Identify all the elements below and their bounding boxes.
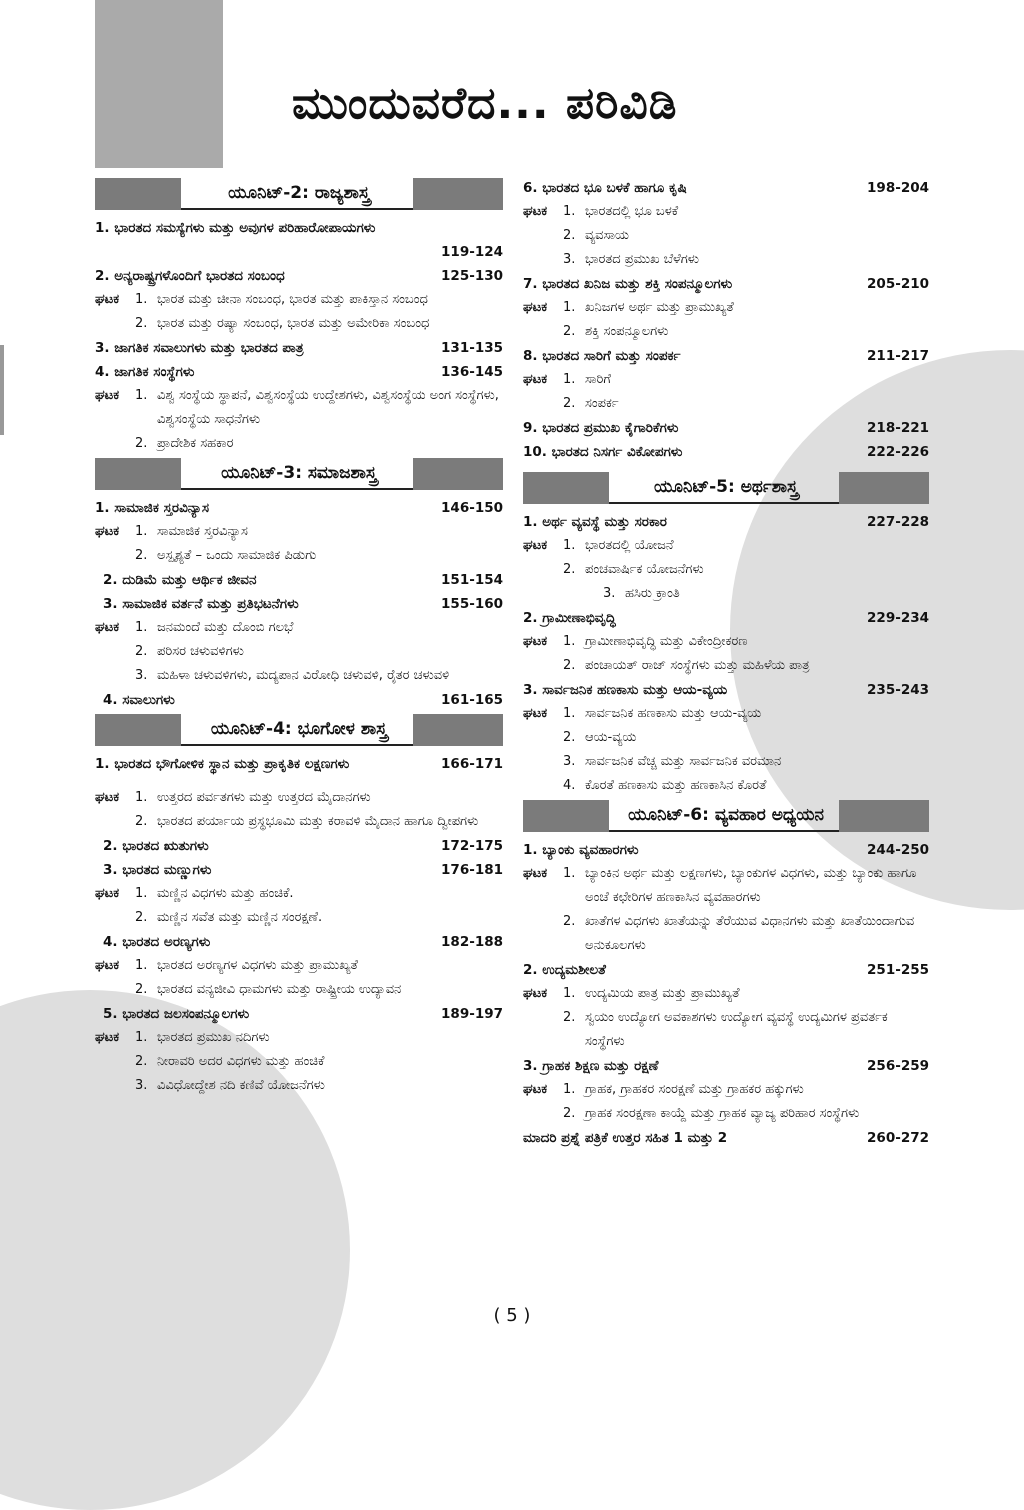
ghataka-label: ಘಟಕ	[95, 620, 120, 635]
unit-list	[95, 384, 503, 456]
item-text: ಗ್ರಾಮೀಣಾಭಿವೃದ್ಧಿ ಮತ್ತು ವಿಕೇಂದ್ರೀಕರಣ	[585, 634, 748, 649]
chapter-pages: 227-228	[867, 514, 929, 530]
ghataka-label: ಘಟಕ	[523, 1082, 548, 1097]
item-text: ಆಯ-ವ್ಯಯ	[585, 730, 637, 745]
page-number: ( 5 )	[493, 1305, 531, 1326]
decorative-edge-line	[0, 345, 4, 435]
list-item	[135, 640, 503, 664]
ghataka-label: ಘಟಕ	[95, 886, 120, 901]
list-item	[563, 534, 929, 558]
list-item	[563, 296, 929, 320]
chapter-entry[interactable]	[523, 440, 929, 464]
item-text: ಸಾಮಾಜಿಕ ಸ್ತರವಿನ್ಯಾಸ	[157, 524, 248, 539]
item-number: 1.	[135, 1030, 148, 1045]
chapter-entry[interactable]	[523, 176, 929, 200]
ghataka-label: ಘಟಕ	[523, 634, 548, 649]
list-item	[563, 630, 929, 654]
list-item	[135, 432, 503, 456]
unit-list	[95, 616, 503, 688]
ghataka-label: ಘಟಕ	[95, 958, 120, 973]
item-text: ಸಾರ್ವಜನಿಕ ಹಣಕಾಸು ಮತ್ತು ಆಯ-ವ್ಯಯ	[585, 706, 762, 721]
unit-heading-text: ಯೂನಿಟ್-2: ರಾಜ್ಯಶಾಸ್ತ್ರ	[228, 183, 370, 203]
item-number: 2.	[135, 814, 148, 829]
chapter-title: 2. ಭಾರತದ ಋತುಗಳು	[103, 838, 209, 854]
list-item	[135, 1026, 503, 1050]
chapter-entry[interactable]	[95, 752, 503, 776]
chapter-pages: 151-154	[441, 572, 503, 588]
item-number: 2.	[135, 644, 148, 659]
list-item	[563, 558, 929, 582]
item-number: 2.	[563, 1010, 576, 1025]
list-item	[563, 862, 929, 910]
list-item	[563, 582, 929, 606]
heading-underline	[181, 744, 413, 746]
unit-heading-text: ಯೂನಿಟ್-5: ಅರ್ಥಶಾಸ್ತ್ರ	[653, 477, 799, 497]
item-number: 1.	[135, 958, 148, 973]
chapter-entry[interactable]	[523, 838, 929, 862]
heading-underline	[181, 208, 413, 210]
chapter-title: 7. ಭಾರತದ ಖನಿಜ ಮತ್ತು ಶಕ್ತಿ ಸಂಪನ್ಮೂಲಗಳು	[523, 276, 733, 292]
item-number: 1.	[135, 388, 148, 403]
list-item	[563, 774, 929, 798]
chapter-entry[interactable]	[95, 336, 503, 360]
item-text: ಭಾರತದ ಪ್ರಮುಖ ಬೆಳೆಗಳು	[585, 252, 699, 267]
ghataka-label: ಘಟಕ	[95, 388, 120, 403]
item-number: 2.	[563, 228, 576, 243]
item-text: ಭಾರತದ ಅರಣ್ಯಗಳ ವಿಧಗಳು ಮತ್ತು ಪ್ರಾಮುಖ್ಯತೆ	[157, 958, 358, 973]
toc-right-column	[523, 176, 929, 1150]
item-number: 1.	[135, 620, 148, 635]
chapter-pages: 198-204	[867, 180, 929, 196]
item-text: ಮಣ್ಣಿನ ವಿಧಗಳು ಮತ್ತು ಹಂಚಿಕೆ.	[157, 886, 294, 901]
chapter-pages: 131-135	[441, 340, 503, 356]
item-text: ಉದ್ಯಮಿಯ ಪಾತ್ರ ಮತ್ತು ಪ್ರಾಮುಖ್ಯತೆ	[585, 986, 740, 1001]
item-text: ಪಂಚವಾರ್ಷಿಕ ಯೋಜನೆಗಳು	[585, 562, 704, 577]
list-item	[135, 616, 503, 640]
item-number: 1.	[563, 538, 576, 553]
chapter-title: 2. ದುಡಿಮೆ ಮತ್ತು ಆರ್ಥಿಕ ಜೀವನ	[103, 572, 257, 588]
list-item	[135, 384, 503, 432]
heading-underline	[609, 830, 839, 832]
chapter-pages: 176-181	[441, 862, 503, 878]
chapter-pages: 251-255	[867, 962, 929, 978]
list-item	[135, 1050, 503, 1074]
chapter-title: 1. ಅರ್ಥ ವ್ಯವಸ್ಥೆ ಮತ್ತು ಸರಕಾರ	[523, 514, 667, 530]
ghataka-label: ಘಟಕ	[95, 790, 120, 805]
list-item	[563, 200, 929, 224]
unit-list	[523, 368, 929, 416]
chapter-pages: 166-171	[441, 756, 503, 772]
list-item	[563, 654, 929, 678]
chapter-title: 4. ಭಾರತದ ಅರಣ್ಯಗಳು	[103, 934, 211, 950]
chapter-title: 3. ಗ್ರಾಹಕ ಶಿಕ್ಷಣ ಮತ್ತು ರಕ್ಷಣೆ	[523, 1058, 659, 1074]
chapter-pages: 205-210	[867, 276, 929, 292]
item-number: 2.	[135, 548, 148, 563]
chapter-entry[interactable]	[95, 568, 503, 592]
ghataka-label: ಘಟಕ	[523, 204, 548, 219]
list-item	[135, 810, 503, 834]
chapter-title: 10. ಭಾರತದ ನಿಸರ್ಗ ವಿಕೋಪಗಳು	[523, 444, 683, 460]
item-number: 3.	[135, 668, 148, 683]
list-item	[563, 726, 929, 750]
item-text: ಸಾರ್ವಜನಿಕ ವೆಚ್ಚ ಮತ್ತು ಸಾರ್ವಜನಿಕ ವರಮಾನ	[585, 754, 782, 769]
list-item	[563, 1078, 929, 1102]
chapter-entry[interactable]	[523, 272, 929, 296]
ghataka-label: ಘಟಕ	[523, 300, 548, 315]
unit-list	[95, 520, 503, 568]
item-number: 4.	[563, 778, 576, 793]
chapter-pages: 256-259	[867, 1058, 929, 1074]
item-number: 1.	[135, 292, 148, 307]
item-number: 1.	[563, 1082, 576, 1097]
toc-left-column	[95, 176, 503, 1098]
item-number: 1.	[563, 866, 576, 881]
list-item	[563, 320, 929, 344]
chapter-title: 2. ಉದ್ಯಮಶೀಲತೆ	[523, 962, 606, 978]
item-text: ಪ್ರಾದೇಶಿಕ ಸಹಕಾರ	[157, 436, 234, 451]
ghataka-label: ಘಟಕ	[95, 1030, 120, 1045]
item-text: ಮಹಿಳಾ ಚಳುವಳಿಗಳು, ಮದ್ಯಪಾನ ವಿರೋಧಿ ಚಳುವಳಿ, ರೈತರ ಚಳುವಳಿ	[157, 668, 450, 683]
item-number: 3.	[563, 754, 576, 769]
item-number: 2.	[563, 324, 576, 339]
item-text: ಭಾರತದ ವನ್ಯಜೀವಿ ಧಾಮಗಳು ಮತ್ತು ರಾಷ್ಟ್ರೀಯ ಉದ್ಯಾವನ	[157, 982, 402, 997]
unit-list	[95, 882, 503, 930]
list-item	[135, 954, 503, 978]
item-text: ಪರಿಸರ ಚಳುವಳಿಗಳು	[157, 644, 244, 659]
chapter-entry[interactable]	[523, 678, 929, 702]
unit-list	[95, 288, 503, 336]
item-number: 2.	[563, 562, 576, 577]
list-item	[135, 544, 503, 568]
list-item	[135, 664, 503, 688]
chapter-title: 2. ಗ್ರಾಮೀಣಾಭಿವೃದ್ಧಿ	[523, 610, 616, 626]
unit-list	[95, 1026, 503, 1098]
item-text: ಗ್ರಾಹಕ ಸಂರಕ್ಷಣಾ ಕಾಯ್ದೆ ಮತ್ತು ಗ್ರಾಹಕ ವ್ಯಾಜ್ಯ ಪರಿಹಾರ ಸಂಸ್ಥೆಗಳು	[585, 1106, 860, 1121]
item-number: 1.	[563, 300, 576, 315]
unit-6-heading	[523, 800, 929, 832]
item-text: ಭಾರತ ಮತ್ತು ಚೀನಾ ಸಂಬಂಧ, ಭಾರತ ಮತ್ತು ಪಾಕಿಸ್ತಾನ ಸಂಬಂಧ	[157, 292, 428, 307]
unit-list	[95, 786, 503, 834]
list-item	[563, 750, 929, 774]
chapter-entry[interactable]	[95, 592, 503, 616]
ghataka-label: ಘಟಕ	[523, 538, 548, 553]
ghataka-label: ಘಟಕ	[523, 986, 548, 1001]
chapter-pages: 260-272	[867, 1130, 929, 1146]
chapter-title: 3. ಸಾರ್ವಜನಿಕ ಹಣಕಾಸು ಮತ್ತು ಆಯ-ವ್ಯಯ	[523, 682, 728, 698]
item-text: ಸಾರಿಗೆ	[585, 372, 611, 387]
unit-list	[523, 1078, 929, 1126]
item-text: ಭಾರತದ ಪ್ರಮುಖ ನದಿಗಳು	[157, 1030, 270, 1045]
item-text: ಸ್ವಯಂ ಉದ್ಯೋಗ ಅವಕಾಶಗಳು ಉದ್ಯೋಗ ವ್ಯವಸ್ಥೆ ಉದ್ಯಮಿಗಳ ಪ್ರವರ್ತಕ ಸಂಸ್ಥೆಗಳು	[585, 1010, 888, 1049]
item-text: ಅಸ್ಪೃಶ್ಯತೆ – ಒಂದು ಸಾಮಾಜಿಕ ಪಿಡುಗು	[157, 548, 317, 563]
item-text: ಖನಿಜಗಳ ಅರ್ಥ ಮತ್ತು ಪ್ರಾಮುಖ್ಯತೆ	[585, 300, 734, 315]
page-title: ಮುಂದುವರೆದ... ಪರಿವಿಡಿ	[292, 78, 678, 129]
item-number: 2.	[563, 396, 576, 411]
list-item	[563, 392, 929, 416]
item-text: ಹಸಿರು ಕ್ರಾಂತಿ	[625, 586, 680, 601]
chapter-pages: 182-188	[441, 934, 503, 950]
chapter-pages: 218-221	[867, 420, 929, 436]
list-item	[563, 368, 929, 392]
chapter-entry[interactable]	[523, 510, 929, 534]
item-text: ಸಂಪರ್ಕ	[585, 396, 619, 411]
chapter-pages: 119-124	[441, 244, 503, 260]
unit-heading-text: ಯೂನಿಟ್-4: ಭೂಗೋಳ ಶಾಸ್ತ್ರ	[210, 719, 388, 739]
item-number: 2.	[135, 1054, 148, 1069]
item-text: ಬ್ಯಾಂಕಿನ ಅರ್ಥ ಮತ್ತು ಲಕ್ಷಣಗಳು, ಬ್ಯಾಂಕುಗಳ ವಿಧಗಳು, ಮತ್ತು ಬ್ಯಾಂಕು ಹಾಗೂ ಅಂಚೆ ಕಛೇರಿಗಳ ಹಣಕಾಸಿನ ವ್ಯವಹಾರಗಳು	[585, 866, 917, 905]
chapter-title: 9. ಭಾರತದ ಪ್ರಮುಖ ಕೈಗಾರಿಕೆಗಳು	[523, 420, 679, 436]
chapter-title: 8. ಭಾರತದ ಸಾರಿಗೆ ಮತ್ತು ಸಂಪರ್ಕ	[523, 348, 681, 364]
chapter-pages: 229-234	[867, 610, 929, 626]
chapter-pages: 146-150	[441, 500, 503, 516]
chapter-entry[interactable]	[523, 1054, 929, 1078]
item-number: 3.	[603, 586, 616, 601]
heading-underline	[181, 488, 413, 490]
item-number: 2.	[135, 982, 148, 997]
chapter-title: 1. ಭಾರತದ ಸಮಸ್ಯೆಗಳು ಮತ್ತು ಅವುಗಳ ಪರಿಹಾರೋಪಾಯಗಳು	[95, 220, 376, 236]
item-number: 2.	[135, 910, 148, 925]
chapter-entry[interactable]	[95, 858, 503, 882]
item-number: 2.	[563, 658, 576, 673]
unit-5-heading	[523, 472, 929, 504]
ghataka-label: ಘಟಕ	[523, 372, 548, 387]
chapter-title: 2. ಅನ್ಯರಾಷ್ಟ್ರಗಳೊಂದಿಗೆ ಭಾರತದ ಸಂಬಂಧ	[95, 268, 285, 284]
unit-4-heading	[95, 714, 503, 746]
item-number: 2.	[563, 730, 576, 745]
item-text: ನೀರಾವರಿ ಅದರ ವಿಧಗಳು ಮತ್ತು ಹಂಚಿಕೆ	[157, 1054, 325, 1069]
item-text: ವಿಶ್ವ ಸಂಸ್ಥೆಯ ಸ್ಥಾಪನೆ, ವಿಶ್ವಸಂಸ್ಥೆಯ ಉದ್ದೇಶಗಳು, ವಿಶ್ವಸಂಸ್ಥೆಯ ಅಂಗ ಸಂಸ್ಥೆಗಳು, ವಿಶ್ವಸಂಸ್ಥೆಯ ಸಾಧನೆಗಳು	[157, 388, 499, 427]
list-item	[563, 1102, 929, 1126]
list-item	[563, 702, 929, 726]
list-item	[563, 982, 929, 1006]
chapter-title: 3. ಭಾರತದ ಮಣ್ಣುಗಳು	[103, 862, 212, 878]
chapter-pages: 189-197	[441, 1006, 503, 1022]
list-item	[563, 224, 929, 248]
chapter-entry[interactable]	[523, 416, 929, 440]
chapter-entry[interactable]	[523, 958, 929, 982]
chapter-entry[interactable]	[95, 834, 503, 858]
ghataka-label: ಘಟಕ	[95, 292, 120, 307]
item-number: 1.	[563, 986, 576, 1001]
unit-list	[523, 296, 929, 344]
chapter-entry[interactable]	[523, 1126, 929, 1150]
list-item	[563, 1006, 929, 1054]
chapter-title: 3. ಸಾಮಾಜಿಕ ವರ್ತನೆ ಮತ್ತು ಪ್ರತಿಭಟನೆಗಳು	[103, 596, 299, 612]
chapter-pages: 161-165	[441, 692, 503, 708]
chapter-pages: 172-175	[441, 838, 503, 854]
unit-list	[523, 862, 929, 958]
item-number: 1.	[135, 790, 148, 805]
unit-list	[523, 200, 929, 272]
chapter-title: 1. ಭಾರತದ ಭೌಗೋಳಿಕ ಸ್ಥಾನ ಮತ್ತು ಪ್ರಾಕೃತಿಕ ಲಕ್ಷಣಗಳು	[95, 756, 350, 772]
unit-heading-text: ಯೂನಿಟ್-3: ಸಮಾಜಶಾಸ್ತ್ರ	[221, 463, 377, 483]
list-item	[135, 906, 503, 930]
unit-list	[523, 534, 929, 606]
chapter-pages: 155-160	[441, 596, 503, 612]
chapter-title: ಮಾದರಿ ಪ್ರಶ್ನೆ ಪತ್ರಿಕೆ ಉತ್ತರ ಸಹಿತ 1 ಮತ್ತು 2	[523, 1130, 728, 1146]
chapter-title: 3. ಜಾಗತಿಕ ಸವಾಲುಗಳು ಮತ್ತು ಭಾರತದ ಪಾತ್ರ	[95, 340, 304, 356]
ghataka-label: ಘಟಕ	[95, 524, 120, 539]
unit-list	[95, 954, 503, 1002]
item-text: ಭಾರತ ಮತ್ತು ರಷ್ಯಾ ಸಂಬಂಧ, ಭಾರತ ಮತ್ತು ಅಮೇರಿಕಾ ಸಂಬಂಧ	[157, 316, 430, 331]
list-item	[135, 312, 503, 336]
item-number: 2.	[563, 1106, 576, 1121]
unit-list	[523, 630, 929, 678]
chapter-entry[interactable]	[95, 930, 503, 954]
list-item	[135, 882, 503, 906]
chapter-title: 4. ಜಾಗತಿಕ ಸಂಸ್ಥೆಗಳು	[95, 364, 195, 380]
chapter-title: 1. ಬ್ಯಾಂಕು ವ್ಯವಹಾರಗಳು	[523, 842, 639, 858]
unit-3-heading	[95, 458, 503, 490]
list-item	[563, 248, 929, 272]
item-text: ಭಾರತದಲ್ಲಿ ಭೂ ಬಳಕೆ	[585, 204, 679, 219]
item-number: 2.	[563, 914, 576, 929]
chapter-title: 1. ಸಾಮಾಜಿಕ ಸ್ತರವಿನ್ಯಾಸ	[95, 500, 210, 516]
list-item	[135, 520, 503, 544]
item-text: ಉತ್ತರದ ಪರ್ವತಗಳು ಮತ್ತು ಉತ್ತರದ ಮೈದಾನಗಳು	[157, 790, 371, 805]
chapter-entry[interactable]	[95, 688, 503, 712]
item-number: 2.	[135, 436, 148, 451]
item-text: ಪಂಚಾಯತ್ ರಾಜ್ ಸಂಸ್ಥೆಗಳು ಮತ್ತು ಮಹಿಳೆಯ ಪಾತ್ರ	[585, 658, 810, 673]
item-text: ಜನಮಂದೆ ಮತ್ತು ದೊಂಬಿ ಗಲಭೆ	[157, 620, 294, 635]
item-text: ವಿವಿಧೋದ್ದೇಶ ನದಿ ಕಣಿವೆ ಯೋಜನೆಗಳು	[157, 1078, 325, 1093]
item-text: ಗ್ರಾಹಕ, ಗ್ರಾಹಕರ ಸಂರಕ್ಷಣೆ ಮತ್ತು ಗ್ರಾಹಕರ ಹಕ್ಕುಗಳು	[585, 1082, 804, 1097]
ghataka-label: ಘಟಕ	[523, 866, 548, 881]
item-number: 1.	[563, 372, 576, 387]
chapter-pages: 235-243	[867, 682, 929, 698]
list-item	[135, 978, 503, 1002]
list-item	[135, 786, 503, 810]
item-text: ಶಕ್ತಿ ಸಂಪನ್ಮೂಲಗಳು	[585, 324, 669, 339]
chapter-entry[interactable]	[95, 496, 503, 520]
chapter-entry[interactable]	[95, 360, 503, 384]
item-text: ವ್ಯವಸಾಯ	[585, 228, 629, 243]
item-text: ಭಾರತದಲ್ಲಿ ಯೋಜನೆ	[585, 538, 674, 553]
item-number: 1.	[135, 524, 148, 539]
item-number: 1.	[563, 634, 576, 649]
list-item	[135, 288, 503, 312]
chapter-entry[interactable]	[523, 344, 929, 368]
chapter-entry[interactable]	[95, 264, 503, 288]
item-number: 3.	[563, 252, 576, 267]
list-item	[563, 910, 929, 958]
unit-heading-text: ಯೂನಿಟ್-6: ವ್ಯವಹಾರ ಅಧ್ಯಯನ	[628, 805, 824, 825]
ghataka-label: ಘಟಕ	[523, 706, 548, 721]
chapter-pages: 136-145	[441, 364, 503, 380]
chapter-title: 5. ಭಾರತದ ಜಲಸಂಪನ್ಮೂಲಗಳು	[103, 1006, 250, 1022]
item-text: ಖಾತೆಗಳ ವಿಧಗಳು ಖಾತೆಯನ್ನು ತೆರೆಯುವ ವಿಧಾನಗಳು ಮತ್ತು ಖಾತೆಯಿಂದಾಗುವ ಅನುಕೂಲಗಳು	[585, 914, 915, 953]
item-text: ಮಣ್ಣಿನ ಸವೆತ ಮತ್ತು ಮಣ್ಣಿನ ಸಂರಕ್ಷಣೆ.	[157, 910, 323, 925]
chapter-pages: 211-217	[867, 348, 929, 364]
item-text: ಕೊರತೆ ಹಣಕಾಸು ಮತ್ತು ಹಣಕಾಸಿನ ಕೊರತೆ	[585, 778, 767, 793]
chapter-title: 4. ಸವಾಲುಗಳು	[103, 692, 175, 708]
unit-2-heading	[95, 178, 503, 210]
chapter-pages: 125-130	[441, 268, 503, 284]
chapter-pages: 244-250	[867, 842, 929, 858]
list-item	[135, 1074, 503, 1098]
item-text: ಭಾರತದ ಪರ್ಯಾಯ ಪ್ರಸ್ಥಭೂಮಿ ಮತ್ತು ಕರಾವಳಿ ಮೈದಾನ ಹಾಗೂ ದ್ವೀಪಗಳು	[157, 814, 479, 829]
item-number: 1.	[563, 204, 576, 219]
chapter-pages: 222-226	[867, 444, 929, 460]
item-number: 2.	[135, 316, 148, 331]
item-number: 3.	[135, 1078, 148, 1093]
heading-underline	[609, 502, 839, 504]
chapter-entry[interactable]	[95, 216, 503, 264]
chapter-entry[interactable]	[523, 606, 929, 630]
item-number: 1.	[135, 886, 148, 901]
unit-list	[523, 982, 929, 1054]
unit-list	[523, 702, 929, 798]
chapter-title: 6. ಭಾರತದ ಭೂ ಬಳಕೆ ಹಾಗೂ ಕೃಷಿ	[523, 180, 687, 196]
chapter-entry[interactable]	[95, 1002, 503, 1026]
item-number: 1.	[563, 706, 576, 721]
decorative-gray-block	[95, 0, 223, 168]
